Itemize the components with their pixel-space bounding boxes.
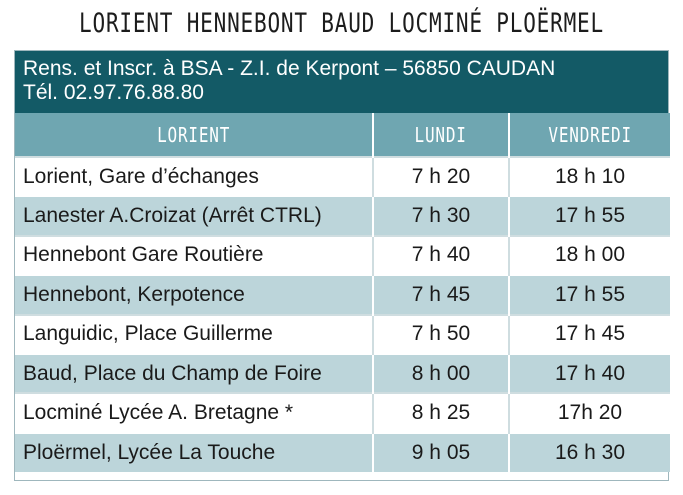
- table-row: [15, 196, 670, 235]
- stop-name: Baud, Place du Champ de Foire: [15, 354, 373, 393]
- column-header-lorient: LORIENT: [15, 113, 373, 157]
- lundi-time: 7 h 45: [373, 275, 509, 314]
- table-row: [15, 157, 670, 196]
- stop-name: Languidic, Place Guillerme: [15, 315, 373, 354]
- column-header-lundi: LUNDI: [373, 113, 509, 157]
- info-address: Rens. et Inscr. à BSA - Z.I. de Kerpont – 56850 CAUDAN: [23, 57, 556, 80]
- vendredi-time: 17 h 40: [509, 354, 670, 393]
- table-row: [15, 354, 670, 393]
- vendredi-time: 17 h 55: [509, 275, 670, 314]
- stop-name: Lanester A.Croizat (Arrêt CTRL): [15, 196, 373, 235]
- info-phone: Tél. 02.97.76.88.80: [23, 81, 204, 104]
- table-row: [15, 433, 670, 472]
- lundi-time: 8 h 00: [373, 354, 509, 393]
- table-row: [15, 275, 670, 314]
- vendredi-time: 16 h 30: [509, 433, 670, 472]
- lundi-time: 7 h 20: [373, 157, 509, 196]
- stop-name: Locminé Lycée A. Bretagne *: [15, 393, 373, 432]
- vendredi-time: 17h 20: [509, 393, 670, 432]
- stop-name: Lorient, Gare d’échanges: [15, 157, 373, 196]
- lundi-time: 7 h 30: [373, 196, 509, 235]
- table-row: [15, 315, 670, 354]
- stop-name: Ploërmel, Lycée La Touche: [15, 433, 373, 472]
- lundi-time: 8 h 25: [373, 393, 509, 432]
- vendredi-time: 18 h 10: [509, 157, 670, 196]
- vendredi-time: 18 h 00: [509, 236, 670, 275]
- schedule-table: [15, 113, 670, 472]
- lundi-time: 9 h 05: [373, 433, 509, 472]
- column-header-vendredi: VENDREDI: [509, 113, 670, 157]
- page-title: LORIENT HENNEBONT BAUD LOCMINÉ PLOËRMEL: [79, 8, 604, 39]
- timetable: [14, 50, 669, 481]
- table-row: [15, 393, 670, 432]
- vendredi-time: 17 h 45: [509, 315, 670, 354]
- header-row: [15, 113, 670, 157]
- stop-name: Hennebont, Kerpotence: [15, 275, 373, 314]
- vendredi-time: 17 h 55: [509, 196, 670, 235]
- lundi-time: 7 h 50: [373, 315, 509, 354]
- info-banner: [15, 51, 668, 113]
- stop-name: Hennebont Gare Routière: [15, 236, 373, 275]
- lundi-time: 7 h 40: [373, 236, 509, 275]
- table-row: [15, 236, 670, 275]
